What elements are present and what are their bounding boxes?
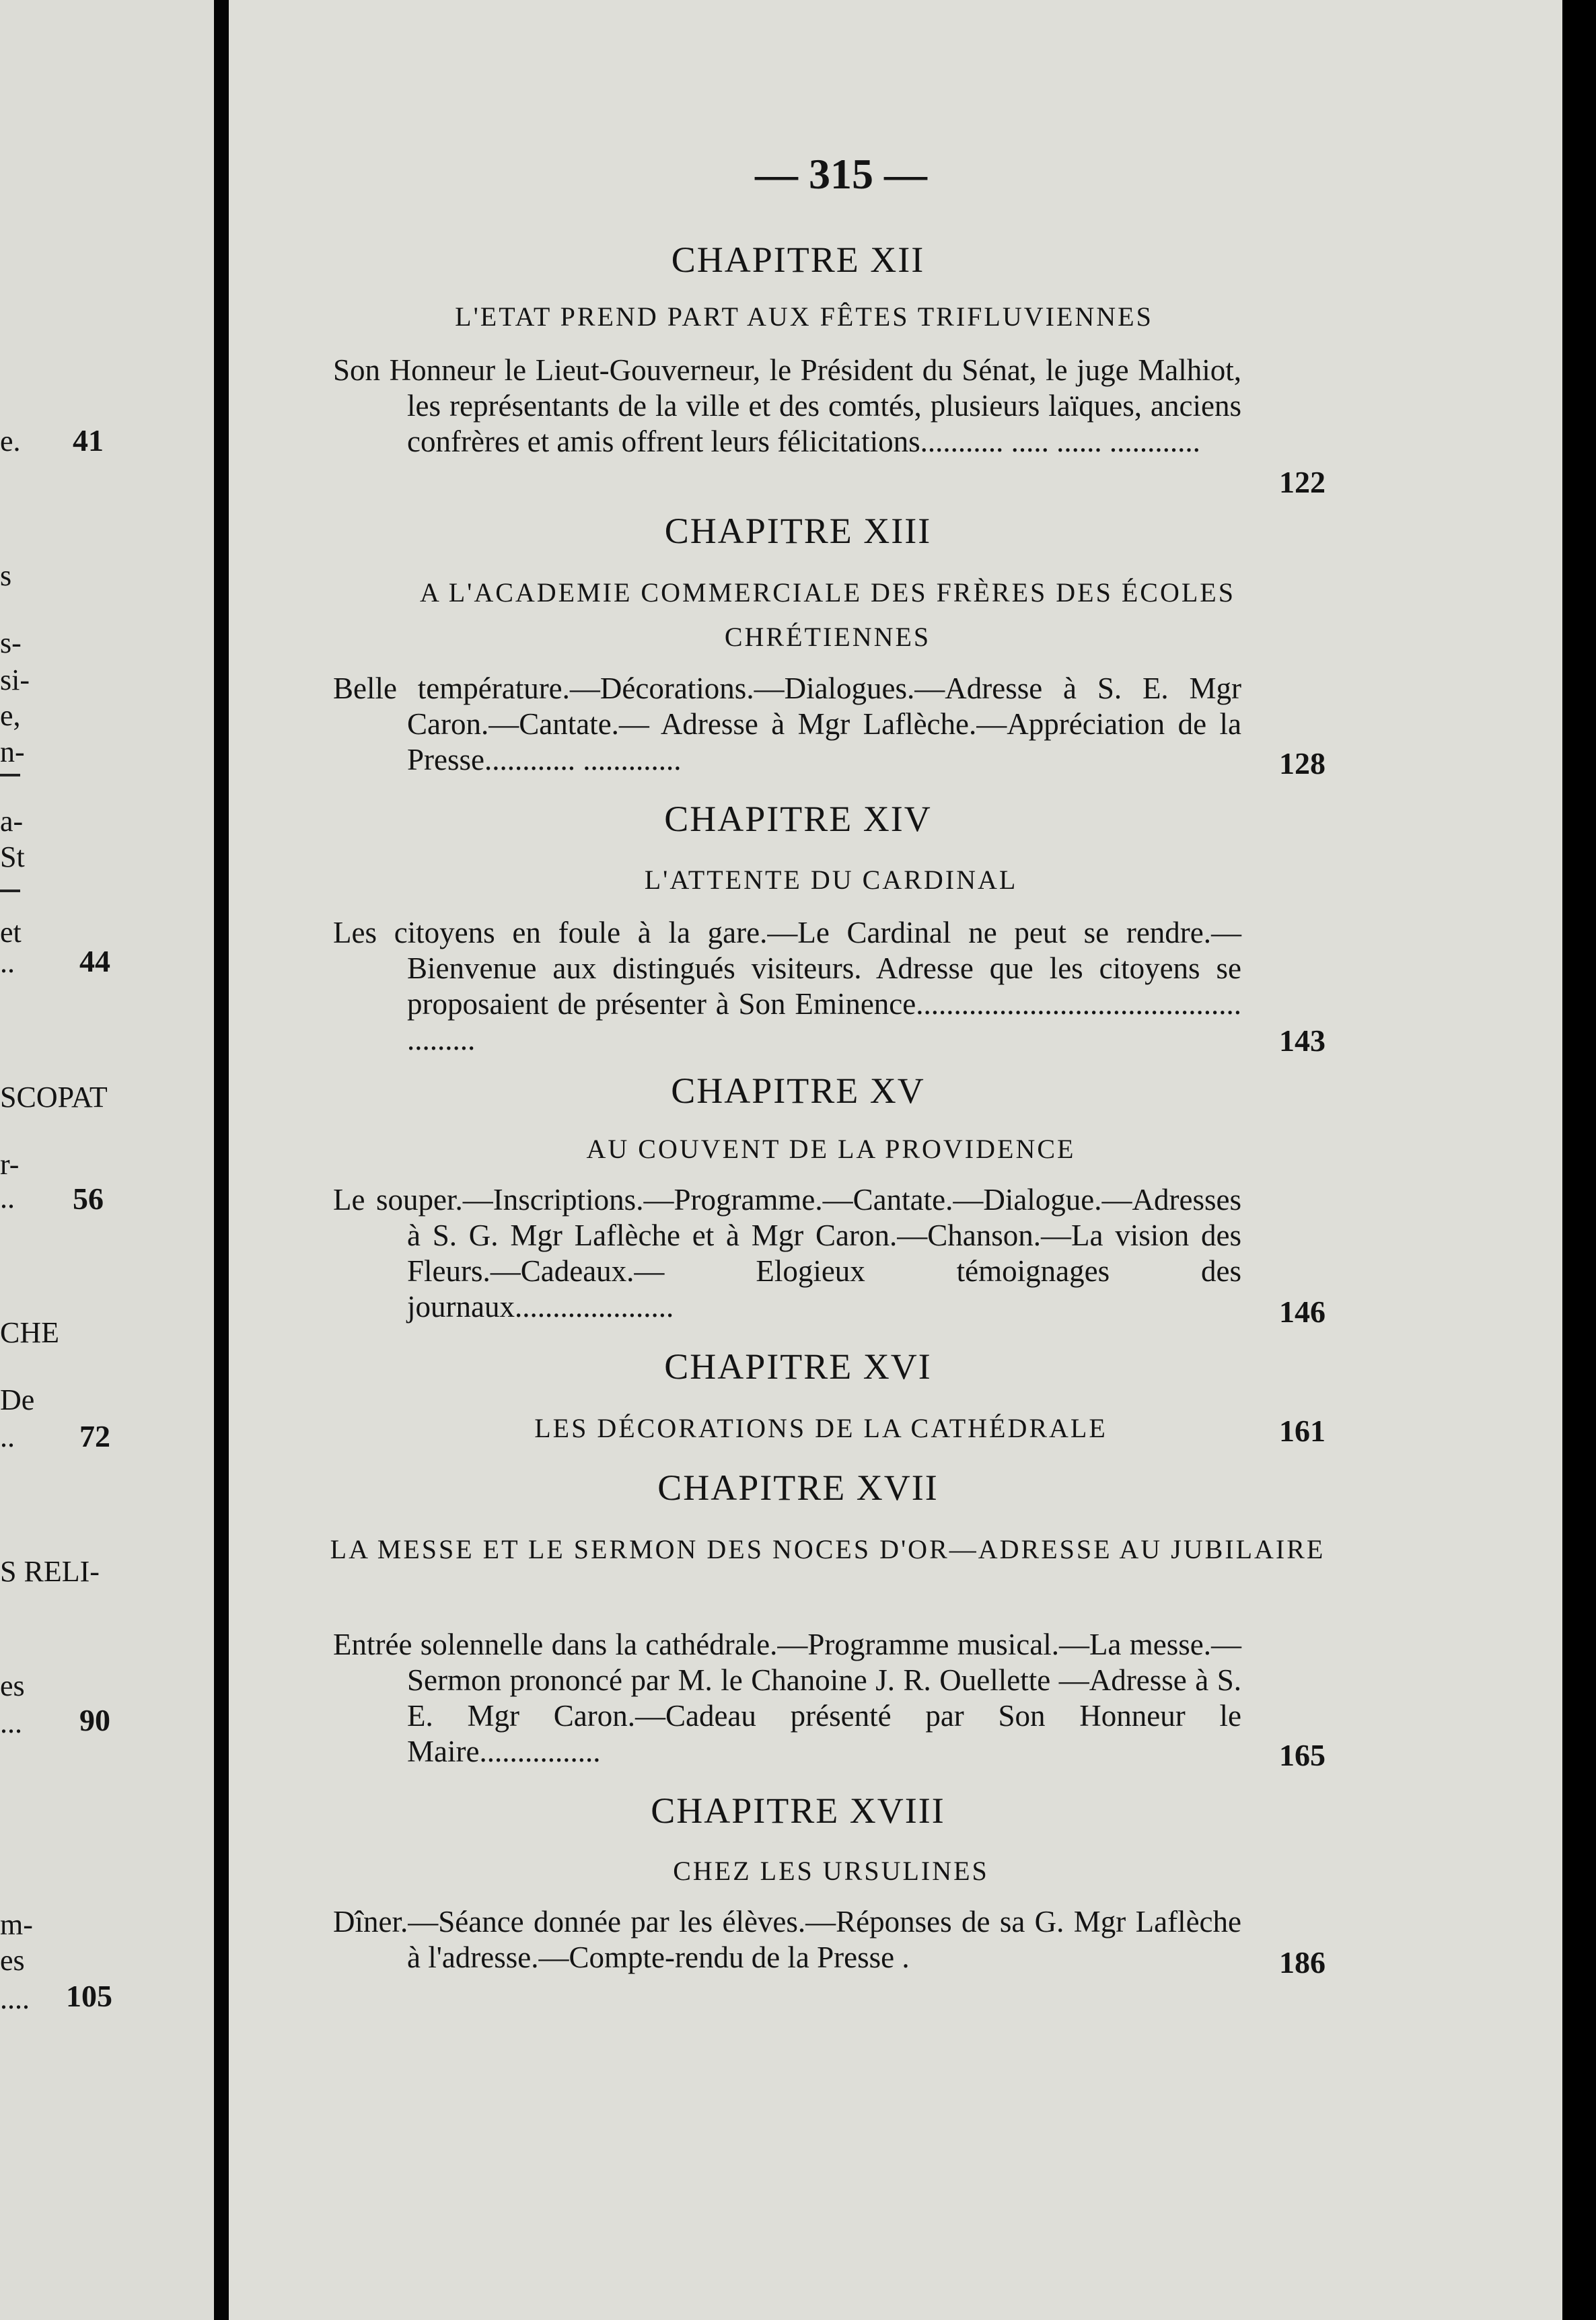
left-page-ref: 44 xyxy=(79,944,110,978)
chapter-title: CHAPITRE XIV xyxy=(664,799,932,839)
chapter-summary xyxy=(333,671,1241,778)
left-fragment: .. xyxy=(0,1182,15,1215)
left-fragment: De xyxy=(0,1383,35,1416)
left-fragment: s- xyxy=(0,626,22,659)
chapter-title: CHAPITRE XVIII xyxy=(651,1790,945,1831)
left-fragment: es xyxy=(0,1944,25,1977)
left-fragment: e. xyxy=(0,425,21,458)
page-reference: 186 xyxy=(1279,1945,1326,1980)
page-gutter xyxy=(214,0,229,2320)
chapter-subtitle: L'ATTENTE DU CARDINAL xyxy=(644,865,1018,895)
chapter-summary xyxy=(333,915,1241,1058)
page-reference: 128 xyxy=(1279,746,1326,781)
page-reference: 165 xyxy=(1279,1738,1326,1772)
summary-text: Les citoyens en foule à la gare.—Le Cardinal ne peut se rendre.—Bienvenue aux distingués visiteurs. Adresse que les citoyens se proposaient de présenter à Son Eminence........................................... ......... xyxy=(333,916,1241,1056)
left-fragment: a- xyxy=(0,805,24,838)
page-edge xyxy=(1562,0,1596,2320)
summary-text: Belle température.—Décorations.—Dialogues.—Adresse à S. E. Mgr Caron.—Cantate.— Adresse à Mgr Laflèche.—Appréciation de la Presse............ ............. xyxy=(333,672,1241,776)
left-fragment: r- xyxy=(0,1148,20,1181)
summary-text: Entrée solennelle dans la cathédrale.—Programme musical.—La messe.—Sermon prononcé par M. le Chanoine J. R. Ouellette —Adresse à S. E. Mgr Caron.—Cadeau présenté par Son Honneur le Maire................ xyxy=(333,1628,1241,1768)
left-fragment: ... xyxy=(0,1706,22,1739)
left-rule xyxy=(0,890,20,892)
summary-text: Le souper.—Inscriptions.—Programme.—Cantate.—Dialogue.—Adresses à S. G. Mgr Laflèche et à Mgr Caron.—Chanson.—La vision des Fleurs.—Cadeaux.— Elogieux témoignages des journaux..................... xyxy=(333,1183,1241,1324)
previous-page-fragment xyxy=(0,0,214,2320)
left-page-ref: 105 xyxy=(66,1979,112,2013)
left-fragment: et xyxy=(0,916,22,949)
left-fragment: .. xyxy=(0,946,15,979)
left-fragment: n- xyxy=(0,735,25,768)
page-number: — 315 — xyxy=(755,150,927,198)
left-fragment: .... xyxy=(0,1982,30,2015)
chapter-title: CHAPITRE XIII xyxy=(664,511,932,551)
chapter-title: CHAPITRE XVI xyxy=(664,1346,932,1387)
left-fragment: CHE xyxy=(0,1316,59,1349)
chapter-title: CHAPITRE XV xyxy=(671,1071,925,1111)
chapter-subtitle: AU COUVENT DE LA PROVIDENCE xyxy=(586,1134,1076,1164)
page-reference: 122 xyxy=(1279,465,1326,499)
left-fragment: SCOPAT xyxy=(0,1081,108,1114)
page-reference: 146 xyxy=(1279,1295,1326,1329)
chapter-subtitle: LA MESSE ET LE SERMON DES NOCES D'OR—ADRESSE AU JUBILAIRE xyxy=(330,1534,1326,1564)
summary-text: Son Honneur le Lieut-Gouverneur, le Président du Sénat, le juge Malhiot, les représentants de la ville et des comtés, plusieurs laïques, anciens confrères et amis offrent leurs félicitations........... ..... ...... ............ xyxy=(333,353,1241,458)
chapter-subtitle: L'ETAT PREND PART AUX FÊTES TRIFLUVIENNES xyxy=(455,301,1153,332)
left-page-ref: 72 xyxy=(79,1419,110,1453)
chapter-subtitle: LES DÉCORATIONS DE LA CATHÉDRALE xyxy=(534,1413,1108,1443)
chapter-title: CHAPITRE XII xyxy=(671,240,925,280)
page-reference: 161 xyxy=(1279,1414,1326,1448)
left-rule xyxy=(0,774,20,776)
chapter-summary xyxy=(333,353,1241,460)
summary-text: Dîner.—Séance donnée par les élèves.—Réponses de sa G. Mgr Laflèche à l'adresse.—Compte-rendu de la Presse . xyxy=(333,1905,1241,1974)
chapter-subtitle: CHEZ LES URSULINES xyxy=(673,1856,989,1886)
left-page-ref: 56 xyxy=(73,1182,104,1216)
left-fragment: s xyxy=(0,559,12,592)
left-page-ref: 41 xyxy=(73,423,104,458)
chapter-title: CHAPITRE XVII xyxy=(657,1467,939,1508)
page-reference: 143 xyxy=(1279,1023,1326,1058)
left-fragment: m- xyxy=(0,1908,33,1941)
left-fragment: si- xyxy=(0,663,30,696)
left-fragment: .. xyxy=(0,1420,15,1453)
left-fragment: S RELI- xyxy=(0,1555,100,1588)
left-fragment: St xyxy=(0,840,25,873)
chapter-summary xyxy=(333,1182,1241,1325)
chapter-summary xyxy=(333,1904,1241,1975)
left-fragment: es xyxy=(0,1669,25,1702)
left-fragment: e, xyxy=(0,699,21,732)
left-page-ref: 90 xyxy=(79,1703,110,1737)
chapter-summary xyxy=(333,1627,1241,1770)
chapter-subtitle: A L'ACADEMIE COMMERCIALE DES FRÈRES DES ÉCOLES CHRÉTIENNES xyxy=(420,577,1235,652)
